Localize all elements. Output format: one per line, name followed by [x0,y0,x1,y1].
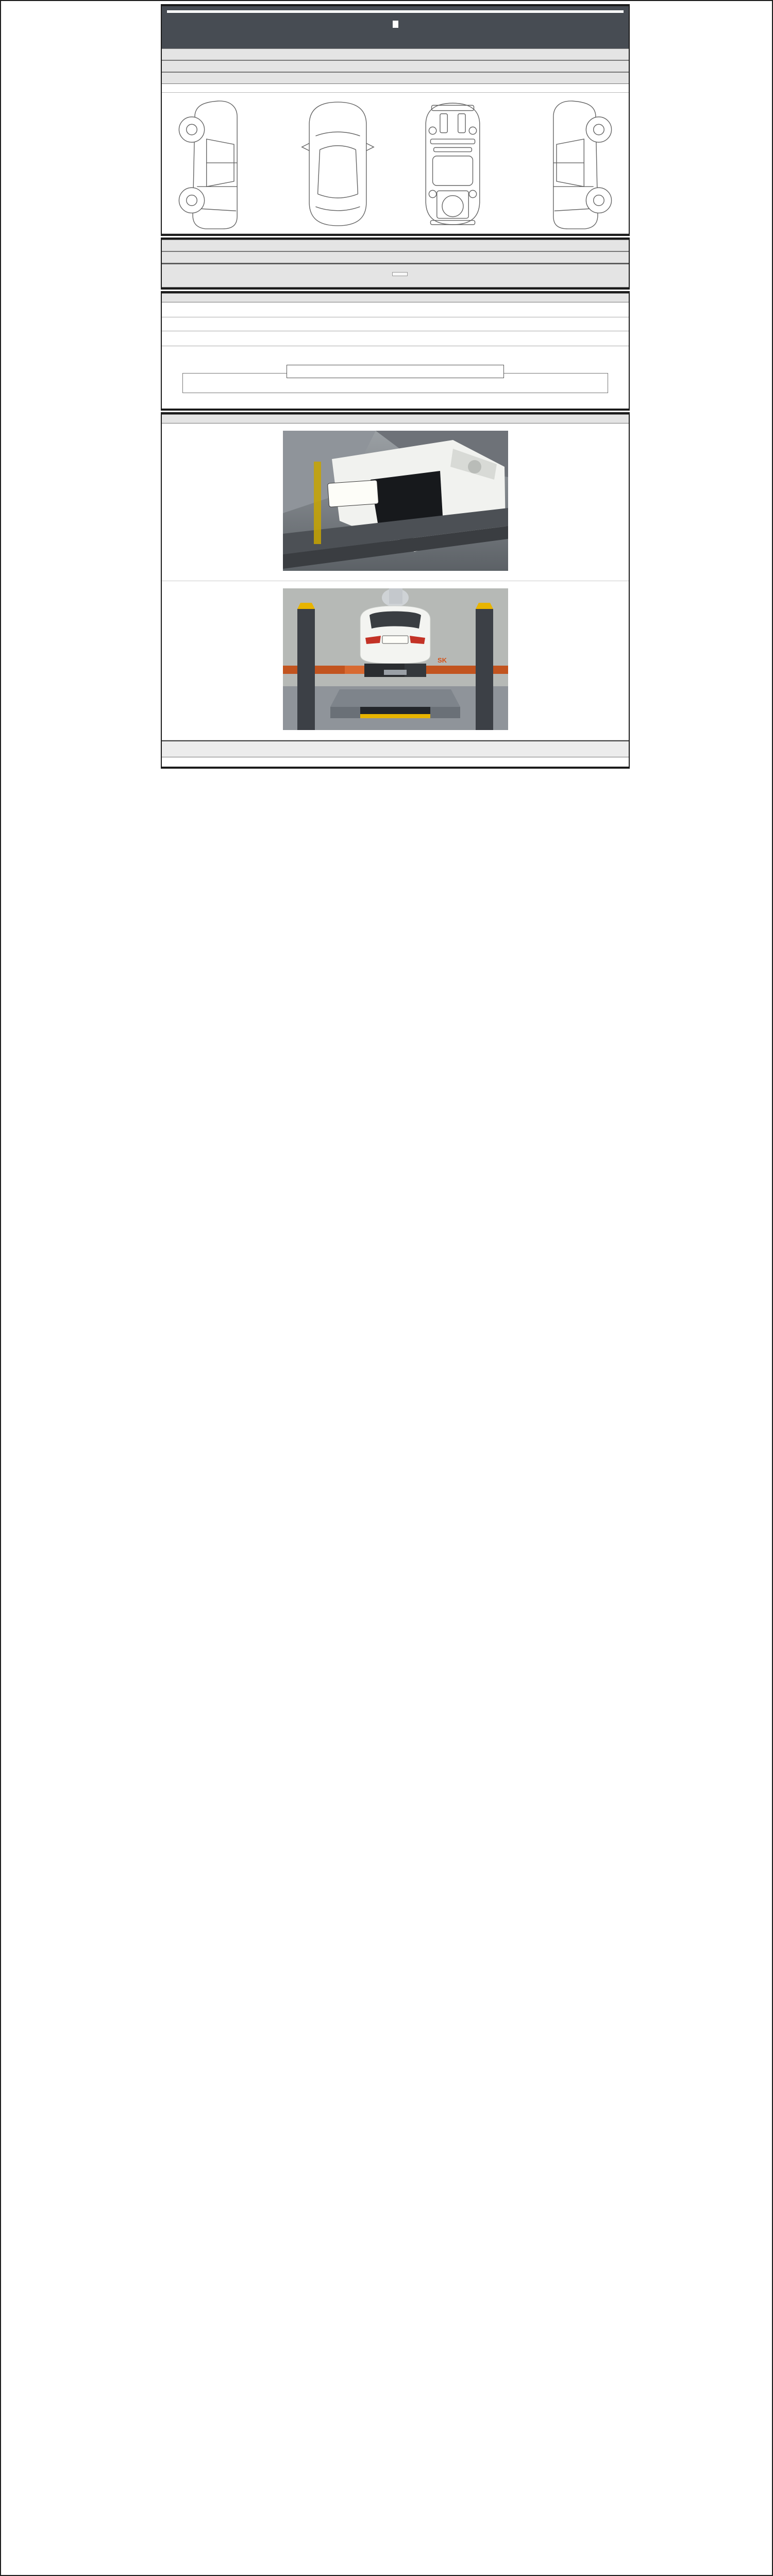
car-outline-left [170,98,275,230]
section-photos-header [162,414,629,423]
car-diagram-right-side [515,98,621,229]
car-outline-right [515,98,621,230]
confirmation-statement [162,757,629,767]
photo-rear-lift [162,581,629,740]
section-detail-header [162,240,629,251]
car-diagram-left-side [170,98,275,229]
car-outline-top [285,98,391,230]
section-etc-header [162,251,629,263]
price-definition-title [287,365,504,378]
notice-group1-list [162,317,629,331]
section-overall-header [162,60,629,72]
car-diagram-top [285,98,391,229]
document-title-block [162,6,629,48]
final-price-amount [392,272,408,276]
photo-front-bumper [162,423,629,581]
price-select-subtitle [166,20,625,29]
svg-text:SK: SK [437,656,447,664]
doc-number [166,33,625,43]
notice-group2-header [162,331,629,346]
photo-front-bumper-image [283,431,508,571]
photo-rear-lift-image [283,588,508,730]
final-price-bar [162,263,629,287]
page-2 [161,238,630,290]
page-1 [161,4,630,236]
page-3 [161,291,630,411]
signature-block [162,740,629,757]
price-select-checkbox[interactable] [393,21,398,28]
car-diagram-underbody [400,98,506,229]
accident-legend [162,84,629,93]
section-notice-header [162,293,629,302]
section-accident-header [162,72,629,84]
notice-group1-header [162,302,629,317]
car-outline-underbody [400,98,506,230]
car-diagrams [162,93,629,234]
title-divider [167,10,624,13]
section-basic-header [162,48,629,60]
price-definition-box [182,373,608,393]
notice-group2-list [162,346,629,360]
page-4 [161,412,630,769]
document [161,2,630,769]
